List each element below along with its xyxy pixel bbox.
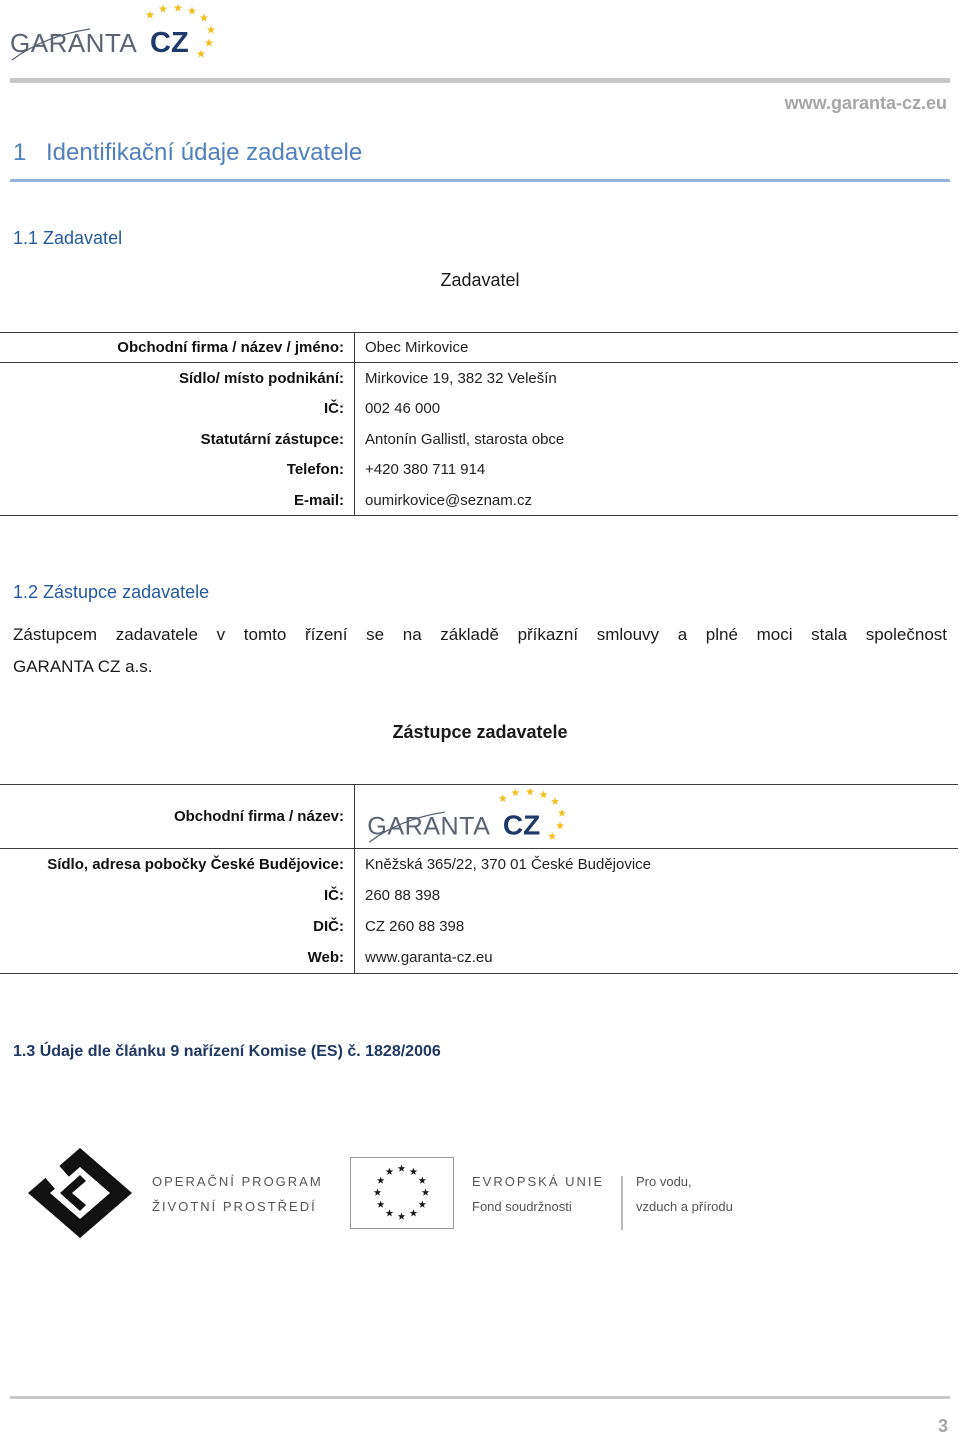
row-label: DIČ: (313, 918, 344, 935)
row-label: IČ: (324, 400, 344, 418)
subsection-heading-zastupce: 1.2 Zástupce zadavatele (13, 582, 210, 602)
section-title: Identifikační údaje zadavatele (46, 139, 363, 166)
garanta-cz-logo (365, 786, 571, 848)
row-value: Mirkovice 19, 382 32 Velešín (354, 363, 958, 393)
row-label: Telefon: (286, 461, 344, 479)
table-row (0, 424, 958, 454)
row-value: Obec Mirkovice (354, 333, 958, 362)
page-number: 3 (937, 1416, 948, 1436)
table-title-zadavatel: Zadavatel (440, 270, 520, 290)
website-link[interactable]: www.garanta-cz.eu (354, 942, 958, 973)
row-label: Statutární zástupce: (200, 430, 344, 448)
logo-wordmark: GARANTA (10, 28, 138, 58)
heading-rule (10, 179, 950, 182)
row-label: Obchodní firma / název / jméno: (117, 339, 344, 357)
row-label: E-mail: (293, 491, 344, 509)
row-value: Antonín Gallistl, starosta obce (354, 424, 958, 454)
paragraph-line: GARANTA CZ a.s. (13, 657, 153, 676)
row-value: 260 88 398 (354, 880, 958, 911)
row-label: IČ: (324, 887, 344, 904)
subsection-heading-zadavatel: 1.1 Zadavatel (13, 228, 123, 248)
table-row (0, 911, 958, 942)
header-website-link[interactable]: www.garanta-cz.eu (784, 93, 947, 113)
funding-banner (20, 1140, 750, 1250)
logo-cz: CZ (150, 27, 189, 59)
table-row (0, 363, 958, 393)
table-row-logo (0, 785, 958, 849)
table-row (0, 485, 958, 515)
footer-rule (10, 1396, 950, 1399)
table-row (0, 333, 958, 363)
row-value-logo (354, 785, 958, 848)
logo-cz: CZ (502, 808, 541, 840)
table-row (0, 849, 958, 880)
logo-wordmark: GARANTA (367, 811, 491, 840)
row-label: Sídlo/ místo podnikání: (179, 370, 344, 388)
section-number: 1 (13, 139, 27, 166)
table-title-zastupce: Zástupce zadavatele (392, 722, 568, 742)
row-label: Sídlo, adresa pobočky České Budějovice: (47, 856, 344, 873)
table-row (0, 455, 958, 485)
table-row (0, 880, 958, 911)
row-label: Web: (307, 949, 344, 966)
eu-flag-icon (351, 1158, 454, 1229)
eu-name: EVROPSKÁ UNIE (472, 1174, 605, 1189)
contracting-authority-table (0, 332, 958, 516)
opzp-logo-icon (28, 1148, 132, 1238)
row-value: CZ 260 88 398 (354, 911, 958, 942)
row-value: 002 46 000 (354, 394, 958, 424)
row-value: +420 380 711 914 (354, 455, 958, 485)
table-row (0, 942, 958, 973)
subsection-heading-regulation: 1.3 Údaje dle článku 9 nařízení Komise (ES) č. 1828/2006 (13, 1043, 441, 1060)
row-value: Kněžská 365/22, 370 01 České Budějovice (354, 849, 958, 880)
row-label: Obchodní firma / název: (173, 808, 344, 825)
slogan-line2: vzduch a přírodu (636, 1199, 733, 1214)
programme-name-line1: OPERAČNÍ PROGRAM (152, 1174, 323, 1189)
table-row (0, 394, 958, 424)
paragraph-line: Zástupcem zadavatele v tomto řízení se na základě příkazní smlouvy a plné moci stala společnost (13, 625, 947, 644)
representative-table (0, 784, 958, 974)
header-rule (10, 78, 950, 83)
slogan-line1: Pro vodu, (636, 1174, 692, 1189)
email-link[interactable]: oumirkovice@seznam.cz (354, 485, 958, 515)
programme-name-line2: ŽIVOTNÍ PROSTŘEDÍ (152, 1199, 317, 1214)
garanta-cz-logo (8, 2, 220, 66)
eu-fund-name: Fond soudržnosti (472, 1199, 572, 1214)
